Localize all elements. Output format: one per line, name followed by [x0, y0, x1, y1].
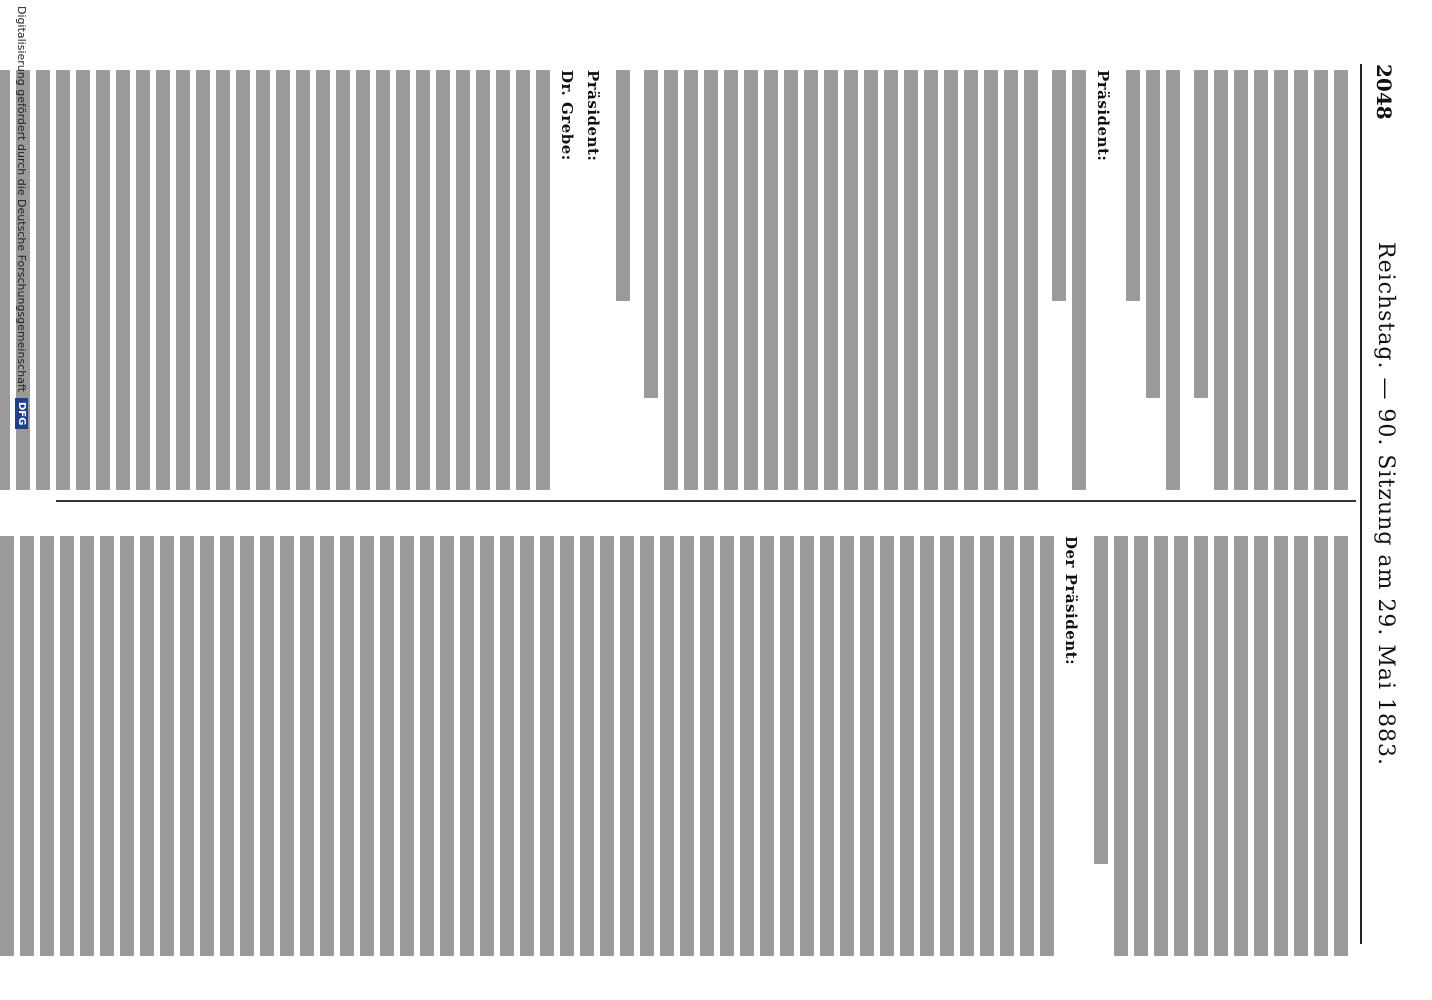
speaker-name: Der Präsident: — [1062, 536, 1080, 666]
text-block — [0, 70, 550, 490]
right-column — [0, 536, 1348, 956]
footer-text: Digitalisierung gefördert durch die Deutsche Forschungsgemeinschaft — [15, 6, 28, 392]
page-number: 2048 — [1372, 64, 1396, 120]
page-footer — [15, 6, 28, 429]
text-block — [1194, 70, 1348, 490]
text-block — [1094, 536, 1348, 956]
text-block — [1126, 70, 1180, 490]
page-header — [1372, 64, 1416, 944]
text-block — [0, 536, 1054, 956]
left-column — [0, 70, 1348, 490]
speaker-name: Präsident: — [1094, 70, 1112, 162]
speaker-name: Präsident: — [584, 70, 602, 162]
header-rule — [1360, 64, 1362, 944]
page-title: Reichstag. — 90. Sitzung am 29. Mai 1883. — [1373, 242, 1398, 766]
column-divider — [56, 500, 1356, 502]
dfg-logo: DFG — [15, 398, 28, 429]
text-block — [644, 70, 1038, 490]
speaker-name: Dr. Grebe: — [558, 70, 576, 161]
text-block — [616, 70, 630, 490]
text-block — [1052, 70, 1086, 490]
